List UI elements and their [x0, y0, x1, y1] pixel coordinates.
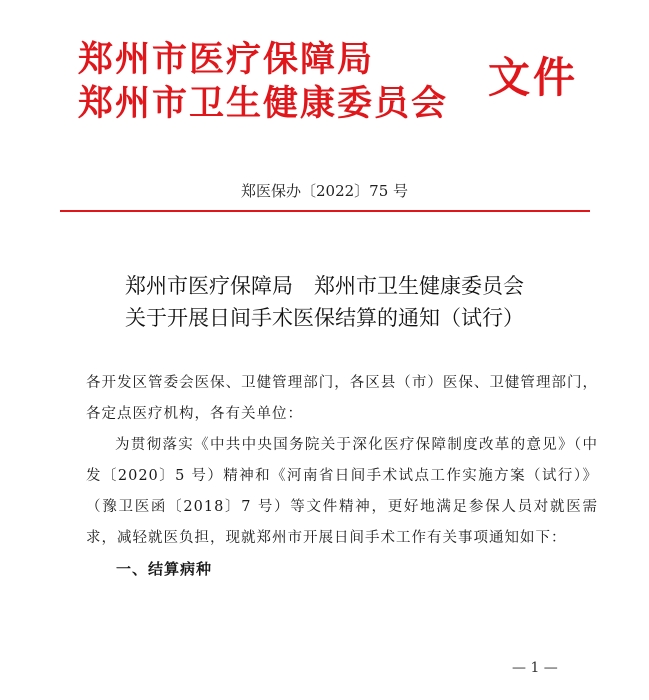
document-label: 文件: [488, 53, 579, 102]
addressee: 各开发区管委会医保、卫健管理部门，各区县（市）医保、卫健管理部门，各定点医疗机构，各有关单位：: [86, 375, 598, 422]
title-line-1: 郑州市医疗保障局 郑州市卫生健康委员会: [125, 274, 524, 298]
issuing-org-2: 郑州市卫生健康委员会: [78, 84, 449, 124]
issuing-org-1: 郑州市医疗保障局: [78, 40, 375, 80]
document-number: 郑医保办〔2022〕75 号: [240, 182, 409, 200]
red-letterhead: [78, 36, 598, 136]
page-number: — 1 —: [512, 660, 558, 676]
body-paragraph: 为贯彻落实《中共中央国务院关于深化医疗保障制度改革的意见》（中发〔2020〕5 号）精神和《河南省日间手术试点工作实施方案（试行）》（豫卫医函〔2018〕7 号）等文件精神，更好地满足参保人员对就医需求，减轻就医负担，现就郑州市开展日间手术工作有关事项通知如下：: [86, 437, 598, 546]
title-line-2: 关于开展日间手术医保结算的通知（试行）: [125, 306, 524, 330]
red-divider-line: [60, 210, 590, 212]
section-heading: 一、结算病种: [116, 560, 213, 578]
document-title: [0, 270, 649, 334]
document-body: [86, 368, 598, 585]
